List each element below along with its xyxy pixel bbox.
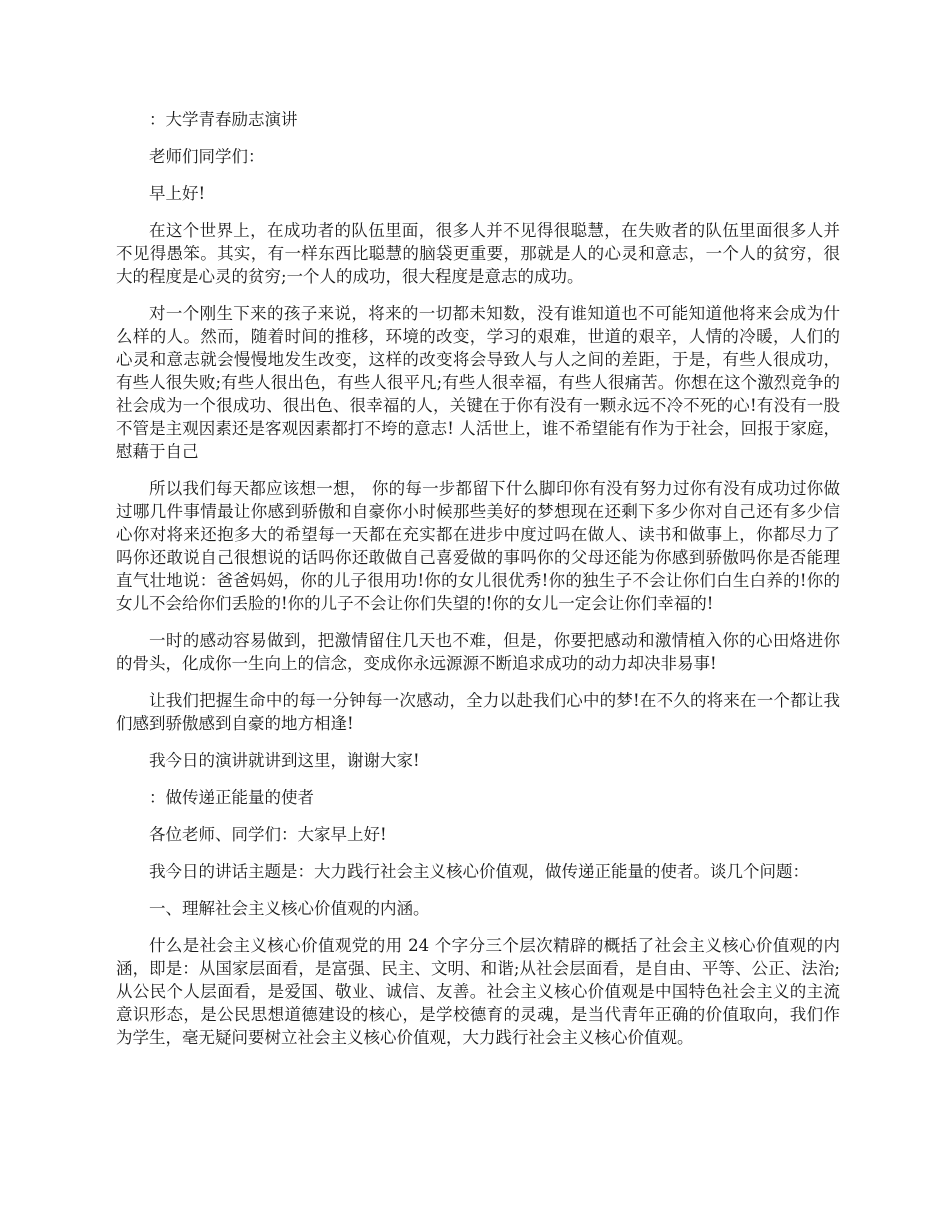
- body-paragraph: 一时的感动容易做到，把激情留住几天也不难，但是，你要把感动和激情植入你的心田烙进你的骨头，化成你一生向上的信念，变成你永远源源不断追求成功的动力却决非易事!: [116, 631, 840, 673]
- closing-line-1: 我今日的演讲就讲到这里，谢谢大家!: [149, 751, 420, 770]
- body-paragraph: 所以我们每天都应该想一想， 你的每一步都留下什么脚印你有没有努力过你有没有成功过你做过哪几件事情最让你感到骄傲和自豪你小时候那些美好的梦想现在还剩下多少你对自己还有多少信心你对将来还抱多大的希望每一天都在充实都在进步中度过吗在做人、读书和做事上，你都尽力了吗你还敢说自己很想说的话吗你还敢做自己喜爱做的事吗你的父母还能为你感到骄傲吗你是否能理直气壮地说：爸爸妈妈，你的儿子很用功!你的女儿很优秀!你的独生子不会让你们白生白养的!你的女儿不会给你们丢脸的!你的儿子不会让你们失望的!你的女儿一定会让你们幸福的!: [116, 479, 840, 613]
- body-paragraph: 让我们把握生命中的每一分钟每一次感动，全力以赴我们心中的梦!在不久的将来在一个都让我们感到骄傲感到自豪的地方相逢!: [116, 691, 840, 733]
- speech-title-2: ：做传递正能量的使者: [149, 788, 314, 807]
- salutation-2: 各位老师、同学们：大家早上好!: [149, 825, 387, 844]
- body-paragraph: 我今日的讲话主题是：大力践行社会主义核心价值观，做传递正能量的使者。谈几个问题：: [149, 862, 809, 881]
- body-paragraph: 在这个世界上，在成功者的队伍里面，很多人并不见得很聪慧，在失败者的队伍里面很多人并不见得愚笨。其实，有一样东西比聪慧的脑袋更重要，那就是人的心灵和意志，一个人的贫穷，很大的程度是心灵的贫穷;一个人的成功，很大程度是意志的成功。: [116, 221, 840, 286]
- salutation-1: 老师们同学们：: [149, 147, 265, 166]
- greeting-1: 早上好!: [149, 184, 206, 203]
- document-body: [116, 108, 840, 1063]
- body-paragraph: 什么是社会主义核心价值观党的用 24 个字分三个层次精辟的概括了社会主义核心价值观的内涵，即是：从国家层面看，是富强、民主、文明、和谐;从社会层面看，是自由、平等、公正、法治;从公民个人层面看，是爱国、敬业、诚信、友善。社会主义核心价值观是中国特色社会主义的主流意识形态，是公民思想道德建设的核心，是学校德育的灵魂，是当代青年正确的价值取向，我们作为学生，毫无疑问要树立社会主义核心价值观，大力践行社会主义核心价值观。: [116, 936, 840, 1047]
- section-heading: 一、理解社会主义核心价值观的内涵。: [149, 899, 430, 918]
- speech-title-1: ：大学青春励志演讲: [149, 110, 298, 129]
- body-paragraph: 对一个刚生下来的孩子来说，将来的一切都未知数，没有谁知道也不可能知道他将来会成为什么样的人。然而，随着时间的推移，环境的改变，学习的艰难，世道的艰辛，人情的冷暖，人们的心灵和意志就会慢慢地发生改变，这样的改变将会导致人与人之间的差距，于是，有些人很成功，有些人很失败;有些人很出色，有些人很平凡;有些人很幸福，有些人很痛苦。你想在这个激烈竞争的社会成为一个很成功、很出色、很幸福的人，关键在于你有没有一颗永远不冷不死的心!有没有一股不管是主观因素还是客观因素都打不垮的意志! 人活世上，谁不希望能有作为于社会，回报于家庭，慰藉于自己: [116, 304, 840, 461]
